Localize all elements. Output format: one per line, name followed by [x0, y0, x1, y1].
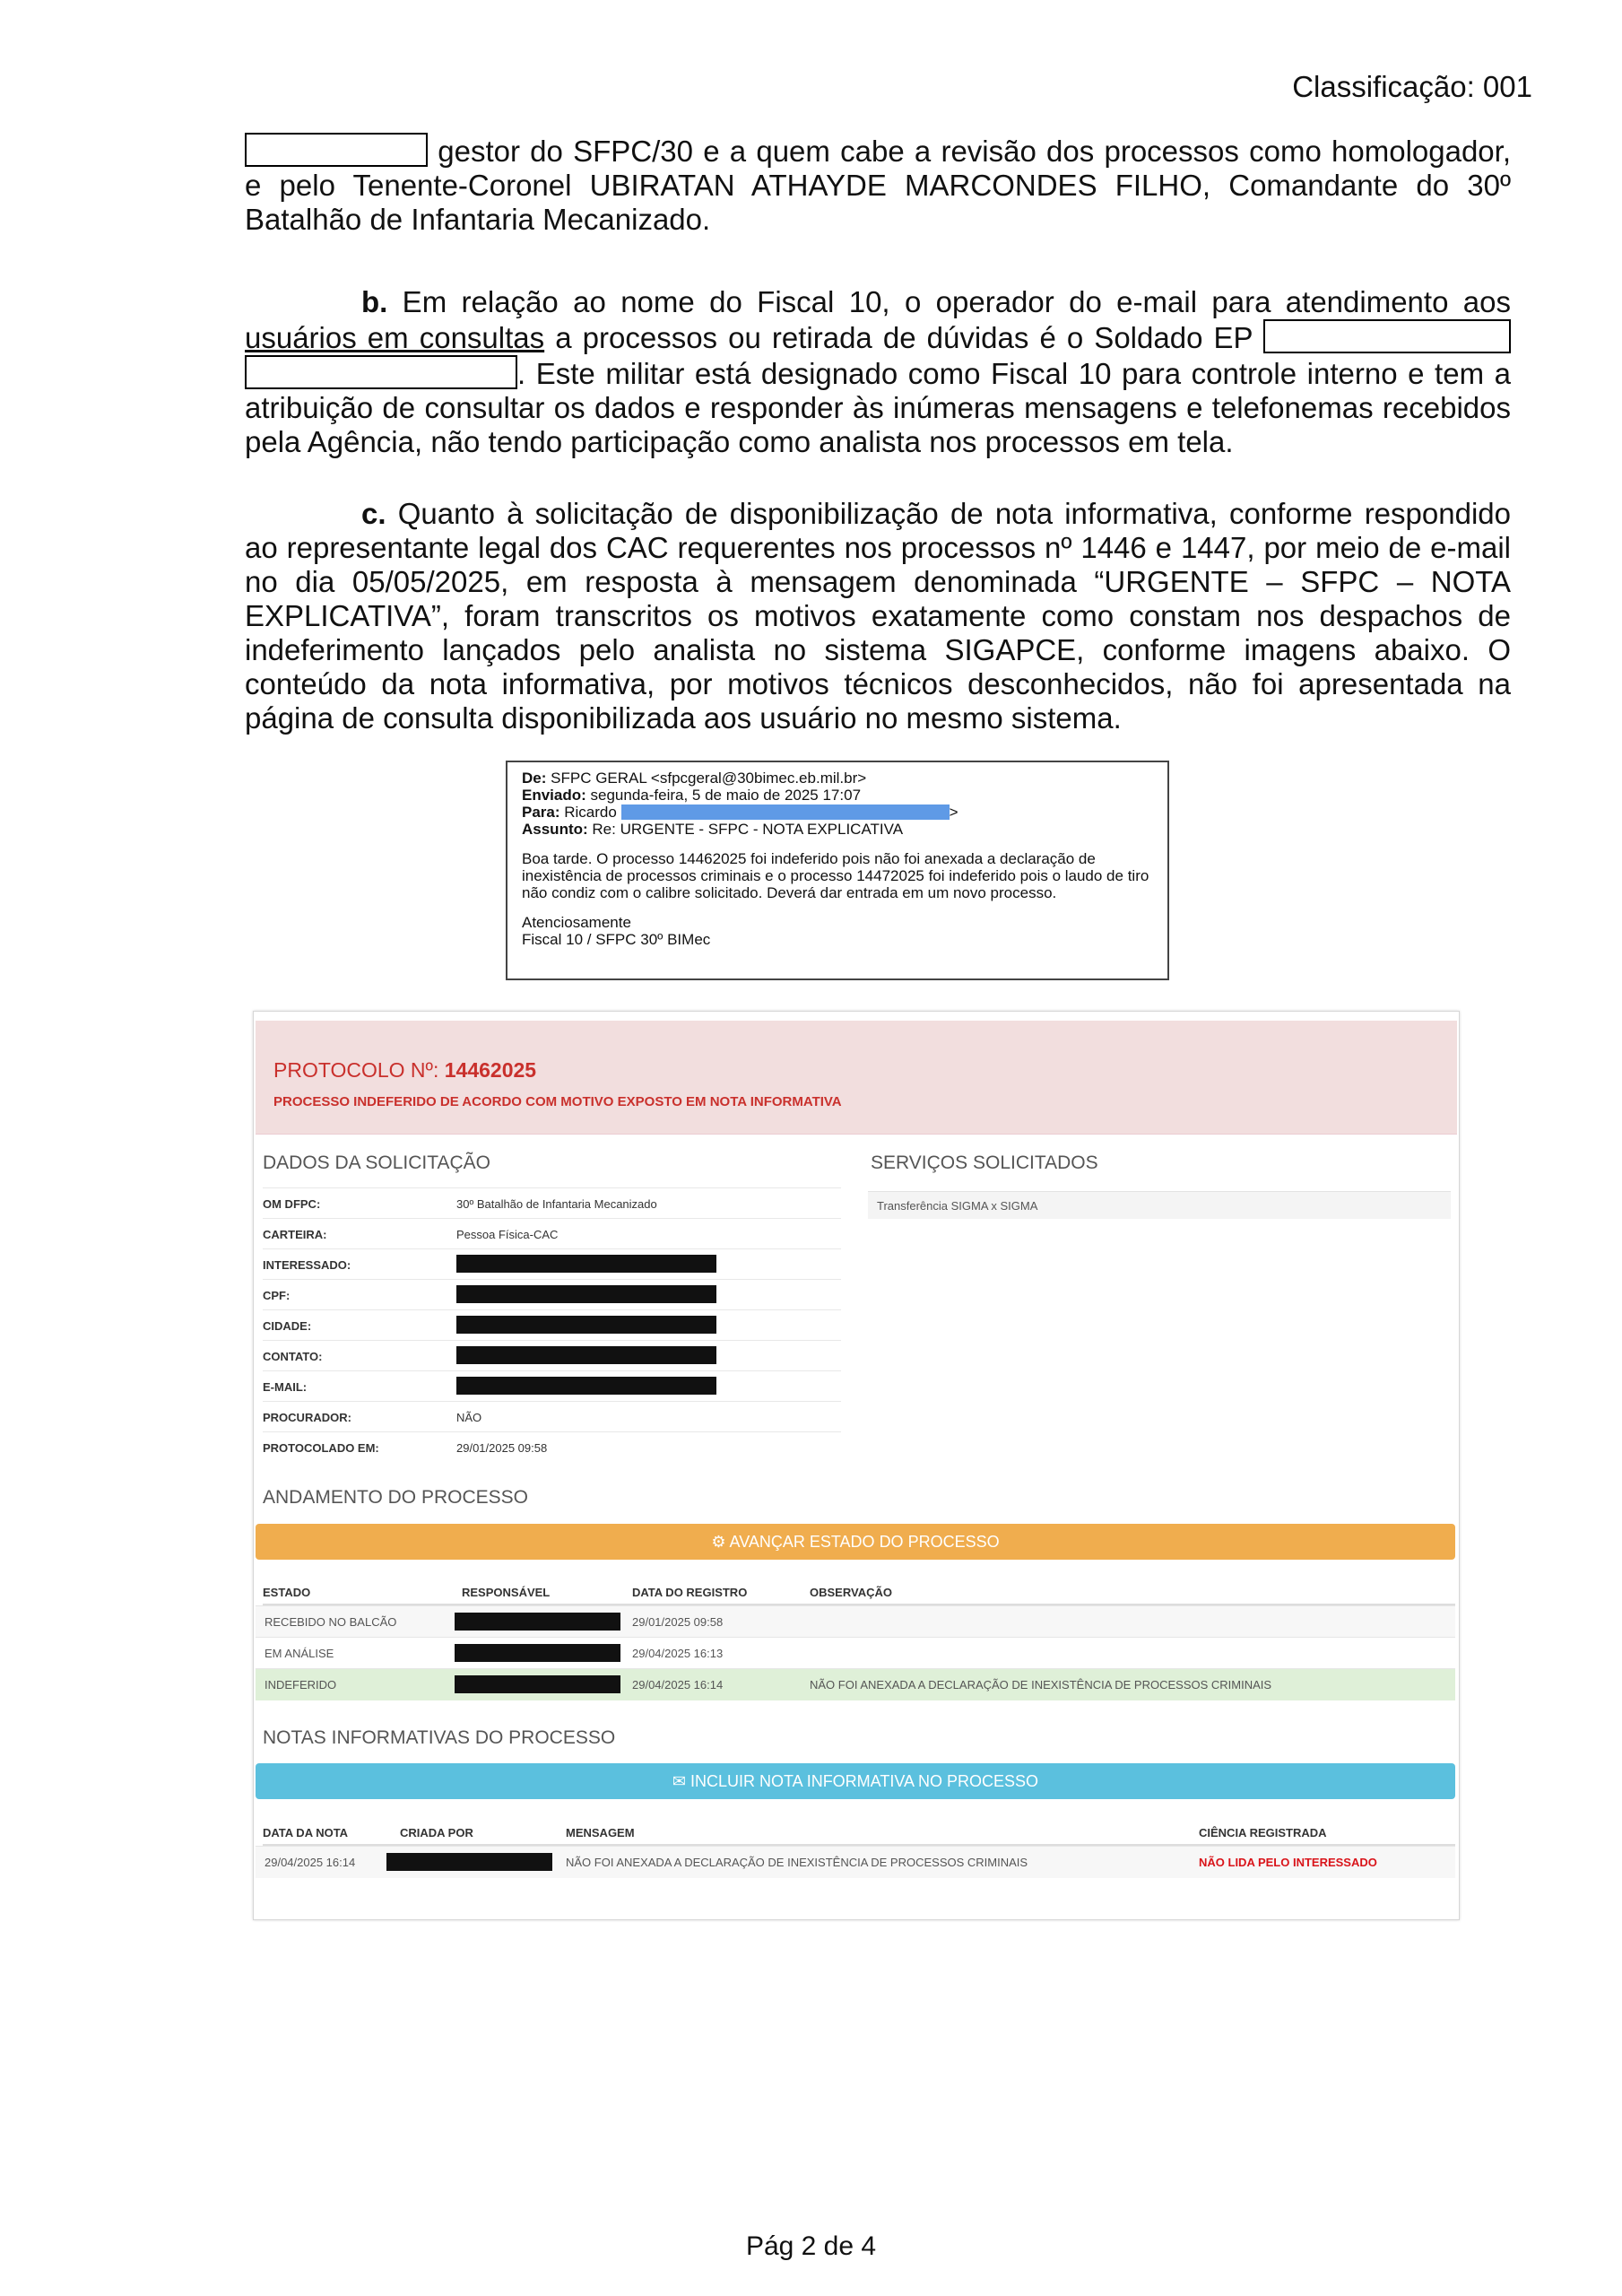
andamento-header: ESTADO RESPONSÁVEL DATA DO REGISTRO OBSERVAÇÃO: [263, 1582, 1455, 1605]
notas-title: NOTAS INFORMATIVAS DO PROCESSO: [263, 1727, 616, 1748]
redaction-bar: [455, 1644, 620, 1662]
paragraph-text: Quanto à solicitação de disponibilização de nota informativa, conforme respondido ao representante legal dos CAC requerentes nos processos nº 1446 e 1447, por meio de e-mail no dia 05/05/2025, em resposta à mensagem denominada “URGENTE – SFPC – NOTA EXPLICATIVA”, foram transcritos os motivos exatamente como constam nos despachos de indeferimento lançados pelo analista no sistema SIGAPCE, conforme imagens abaixo. O conteúdo da nota informativa, por motivos técnicos desconhecidos, não foi apresentada na página de consulta disponibilizada aos usuário no mesmo sistema.: [245, 497, 1511, 735]
paragraph-text: . Este militar está designado como Fiscal 10 para controle interno e tem a atribuição de consultar os dados e responder às inúmeras mensagens e telefonemas recebidos pela Agência, não tendo participação como analista nos processos em tela.: [245, 357, 1511, 458]
paragraph-text: a processos ou retirada de dúvidas é o Soldado EP: [544, 321, 1253, 354]
nota-row: 29/04/2025 16:14 NÃO FOI ANEXADA A DECLARAÇÃO DE INEXISTÊNCIA DE PROCESSOS CRIMINAIS NÃO LIDA PELO INTERESSADO: [256, 1846, 1455, 1878]
redaction-bar: [455, 1613, 620, 1631]
email-closing: Atenciosamente: [522, 914, 631, 931]
paragraph-label: b.: [361, 285, 388, 318]
redaction-bar: [456, 1285, 716, 1303]
servico-value: Transferência SIGMA x SIGMA: [877, 1199, 1038, 1213]
email-body: Boa tarde. O processo 14462025 foi indeferido pois não foi anexada a declaração de inexistência de processos criminais e o processo 14472025 foi indeferido pois o laudo de tiro não condiz com o calibre solicitado. Deverá dar entrada em um novo processo.: [522, 850, 1149, 901]
redaction-bar: [456, 1377, 716, 1395]
paragraph-text: Em relação ao nome do Fiscal 10, o operador do e-mail para atendimento aos: [387, 285, 1511, 318]
paragraph-label: c.: [361, 497, 386, 530]
sigapce-screenshot: [253, 1011, 1460, 1920]
paragraph-text: pelo Tenente-Coronel UBIRATAN ATHAYDE MARCONDES FILHO, Comandante do 30º Batalhão de Infantaria Mecanizado.: [245, 169, 1511, 236]
field-row: CIDADE:: [263, 1309, 841, 1341]
field-row: CARTEIRA: Pessoa Física-CAC: [263, 1218, 841, 1249]
notas-header: DATA DA NOTA CRIADA POR MENSAGEM CIÊNCIA REGISTRADA: [263, 1822, 1455, 1846]
servico-row: [868, 1191, 1451, 1219]
protocol-title: PROTOCOLO Nº: 14462025: [273, 1058, 537, 1082]
field-row: PROTOCOLADO EM: 29/01/2025 09:58: [263, 1431, 841, 1463]
underlined-text: usuários em consultas: [245, 321, 545, 354]
protocol-status: PROCESSO INDEFERIDO DE ACORDO COM MOTIVO EXPOSTO EM NOTA INFORMATIVA: [273, 1094, 842, 1109]
redaction-bar: [456, 1346, 716, 1364]
email-sent: Enviado: segunda-feira, 5 de maio de 2025 17:07: [522, 787, 862, 804]
redaction-bar: [386, 1853, 552, 1871]
incluir-nota-button[interactable]: ✉ INCLUIR NOTA INFORMATIVA NO PROCESSO: [256, 1763, 1455, 1799]
paragraph-b: [245, 285, 1511, 459]
andamento-row: EM ANÁLISE 29/04/2025 16:13: [256, 1637, 1455, 1669]
email-to: Para: Ricardo >: [522, 804, 958, 821]
page-number: Pág 2 de 4: [745, 2231, 877, 2261]
dados-title: DADOS DA SOLICITAÇÃO: [263, 1152, 490, 1173]
email-signature: Fiscal 10 / SFPC 30º BIMec: [522, 931, 711, 948]
email-from: De: SFPC GERAL <sfpcgeral@30bimec.eb.mil.br>: [522, 770, 867, 787]
andamento-title: ANDAMENTO DO PROCESSO: [263, 1487, 528, 1508]
classification-label: Classificação: 001: [1292, 70, 1532, 103]
redaction-bar: [455, 1675, 620, 1693]
protocol-banner: [256, 1021, 1457, 1135]
paragraph-text: gestor do SFPC/30 e a quem cabe a revisão dos processos como homologador, e: [245, 135, 1512, 202]
field-row: CPF:: [263, 1279, 841, 1310]
email-subject: Assunto: Re: URGENTE - SFPC - NOTA EXPLICATIVA: [522, 821, 904, 838]
field-row: PROCURADOR: NÃO: [263, 1401, 841, 1432]
andamento-row: INDEFERIDO 29/04/2025 16:14 NÃO FOI ANEXADA A DECLARAÇÃO DE INEXISTÊNCIA DE PROCESSOS CRIMINAIS: [256, 1668, 1455, 1700]
redaction-box: [245, 133, 428, 167]
servicos-title: SERVIÇOS SOLICITADOS: [871, 1152, 1098, 1173]
field-row: CONTATO:: [263, 1340, 841, 1371]
field-row: INTERESSADO:: [263, 1248, 841, 1280]
field-row: E-MAIL:: [263, 1370, 841, 1402]
paragraph-a-continuation: [245, 133, 1511, 237]
redaction-bar: [456, 1255, 716, 1273]
field-row: OM DFPC: 30º Batalhão de Infantaria Mecanizado: [263, 1187, 841, 1219]
redaction-box: [621, 804, 950, 820]
redaction-bar: [456, 1316, 716, 1334]
redaction-box: [245, 355, 517, 389]
email-screenshot: [506, 761, 1169, 980]
andamento-row: RECEBIDO NO BALCÃO 29/01/2025 09:58: [256, 1605, 1455, 1638]
avancar-estado-button[interactable]: ⚙ AVANÇAR ESTADO DO PROCESSO: [256, 1524, 1455, 1560]
paragraph-c: [245, 497, 1511, 735]
redaction-box: [1263, 319, 1511, 353]
